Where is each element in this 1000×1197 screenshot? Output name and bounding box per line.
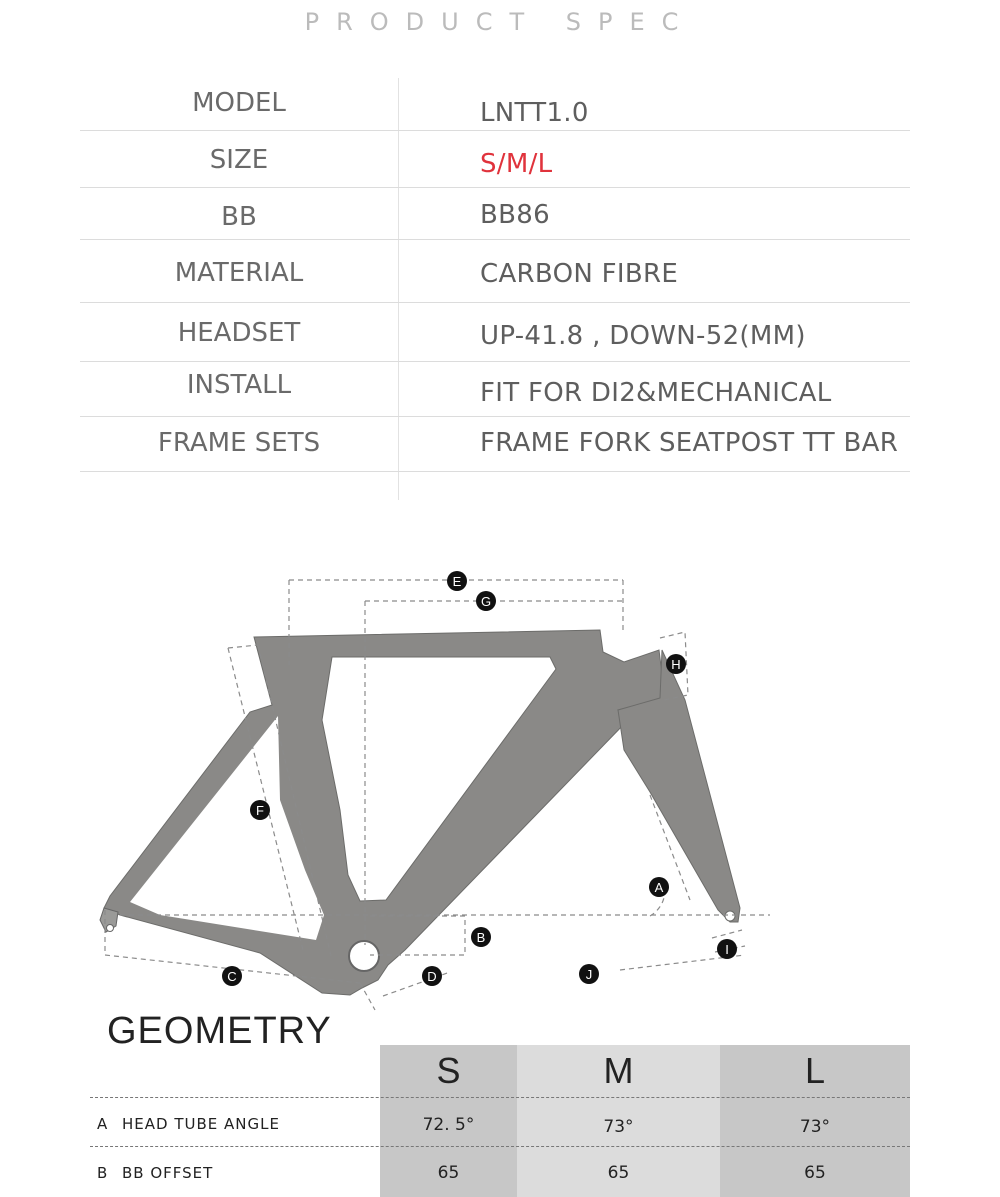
geometry-row-name: HEAD TUBE ANGLE <box>122 1115 280 1133</box>
svg-text:B: B <box>476 930 486 945</box>
geometry-cell: 65 <box>437 1163 460 1183</box>
geometry-row-divider <box>90 1097 910 1098</box>
geometry-row-label <box>97 1115 280 1133</box>
spec-value: CARBON FIBRE <box>480 259 679 289</box>
marker-j <box>579 964 599 984</box>
spec-row-frame-sets <box>80 417 910 472</box>
svg-text:F: F <box>256 803 264 818</box>
geometry-cell: 65 <box>804 1163 826 1183</box>
spec-value: S/M/L <box>480 149 553 179</box>
spec-row-model <box>80 78 910 131</box>
marker-i <box>717 939 737 959</box>
geometry-row-divider <box>90 1146 910 1147</box>
geometry-row-name: BB OFFSET <box>122 1164 214 1182</box>
geometry-column-s <box>380 1045 517 1197</box>
spec-value: LNTT1.0 <box>480 98 589 128</box>
marker-b <box>471 927 491 947</box>
spec-row-bb <box>80 188 910 240</box>
frame-geometry-diagram <box>90 560 870 1030</box>
marker-g <box>476 591 496 611</box>
geometry-row-code: B <box>97 1164 109 1182</box>
frame-body <box>104 630 665 995</box>
spec-row-headset <box>80 303 910 362</box>
svg-text:J: J <box>585 967 593 982</box>
spec-label: INSTALL <box>186 370 292 400</box>
geometry-cell: 65 <box>607 1163 630 1183</box>
spec-value: FRAME FORK SEATPOST TT BAR <box>480 428 899 458</box>
geometry-cell: 73° <box>603 1117 634 1137</box>
spec-row-install <box>80 362 910 417</box>
spec-label: FRAME SETS <box>157 428 321 458</box>
marker-h <box>666 654 686 674</box>
size-header: L <box>804 1050 826 1091</box>
spec-value: UP-41.8 , DOWN-52(MM) <box>480 321 806 351</box>
svg-text:D: D <box>427 969 437 984</box>
marker-d <box>422 966 442 986</box>
spec-value: BB86 <box>480 200 550 230</box>
spec-row-material <box>80 240 910 303</box>
marker-e <box>447 571 467 591</box>
svg-text:H: H <box>671 657 681 672</box>
geometry-title: GEOMETRY <box>107 1010 332 1052</box>
geometry-column-m <box>517 1045 720 1197</box>
spec-label: MODEL <box>192 88 286 118</box>
svg-text:I: I <box>725 942 729 957</box>
marker-c <box>222 966 242 986</box>
spec-label: BB <box>221 202 257 232</box>
spec-row-size <box>80 131 910 188</box>
size-header: M <box>603 1050 634 1091</box>
spec-value: FIT FOR DI2&MECHANICAL <box>480 378 832 408</box>
spec-label: SIZE <box>209 145 269 175</box>
geometry-column-l <box>720 1045 910 1197</box>
marker-a <box>649 877 669 897</box>
geometry-cell: 72. 5° <box>422 1115 475 1135</box>
geometry-cell: 73° <box>799 1117 831 1137</box>
spec-table <box>80 78 910 500</box>
page-header: PRODUCT SPEC <box>304 8 696 36</box>
svg-text:E: E <box>452 574 462 589</box>
geometry-row-code: A <box>97 1115 109 1133</box>
spec-label: MATERIAL <box>174 258 304 288</box>
size-header: S <box>436 1050 461 1091</box>
marker-f <box>250 800 270 820</box>
svg-text:A: A <box>654 880 664 895</box>
spec-label: HEADSET <box>177 318 301 348</box>
svg-text:C: C <box>227 969 237 984</box>
geometry-row-label <box>97 1164 213 1182</box>
svg-text:G: G <box>480 594 492 609</box>
